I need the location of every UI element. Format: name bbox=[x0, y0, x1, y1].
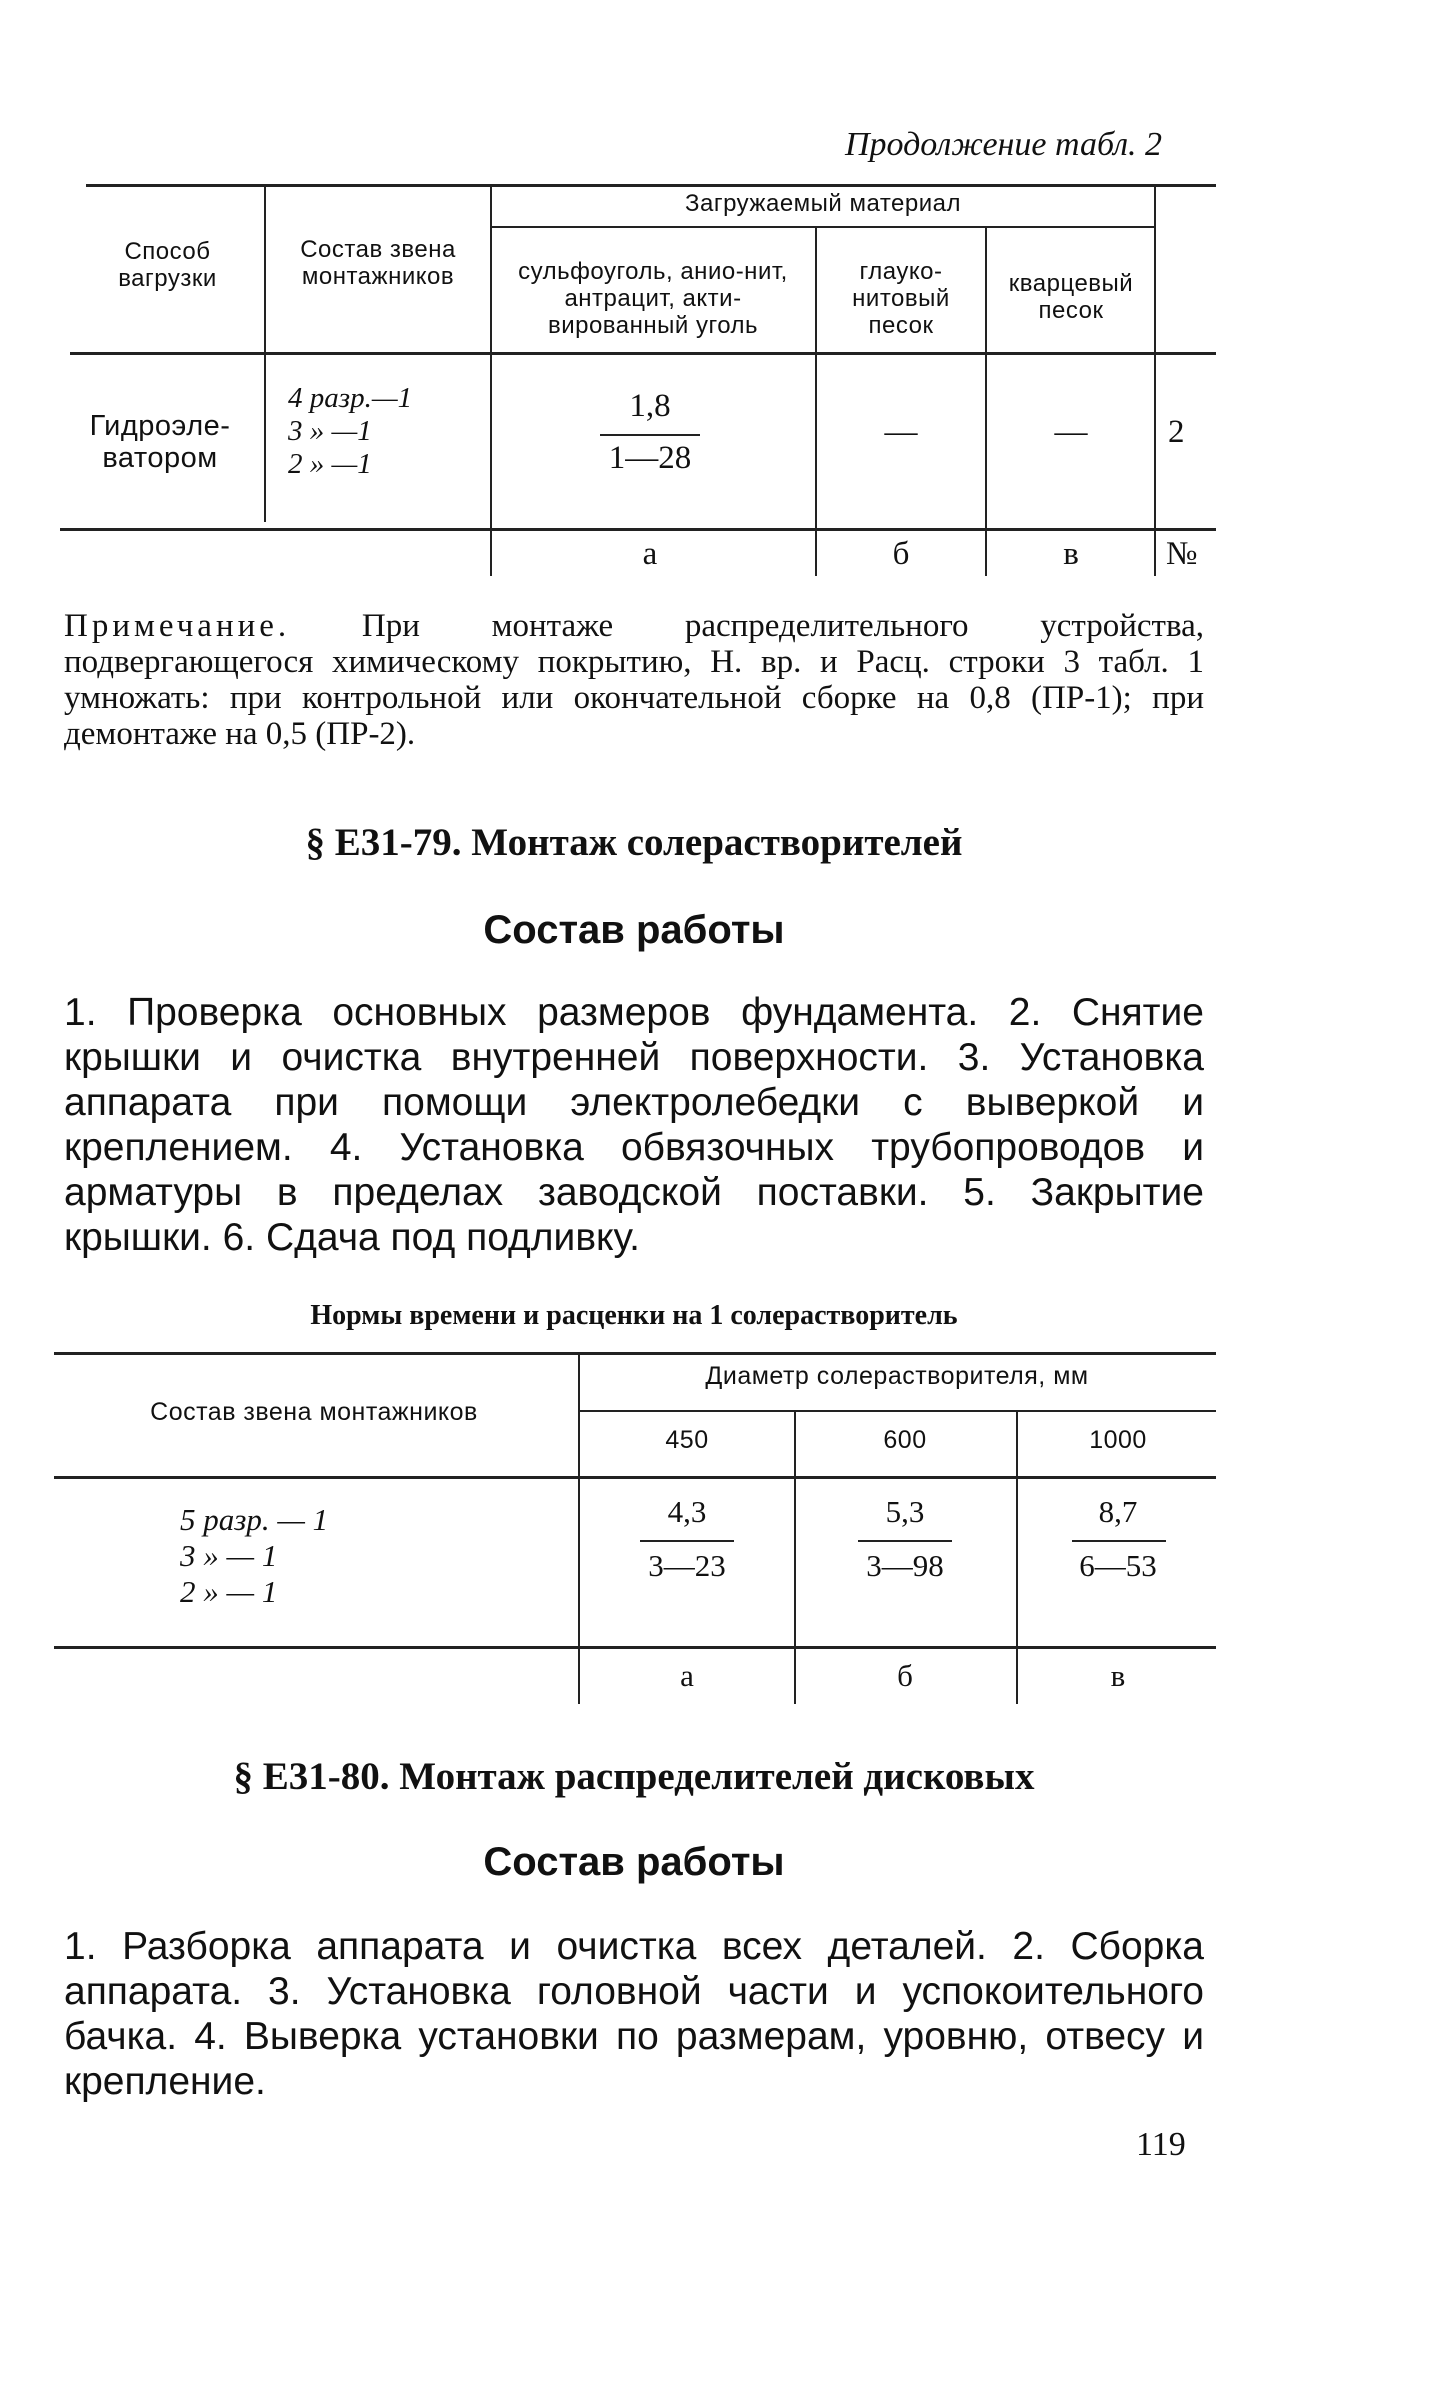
table-1-top-rule bbox=[86, 184, 1216, 187]
table-1-body-rule bbox=[60, 528, 1216, 531]
table-1-footer-b: б bbox=[892, 536, 910, 572]
fraction-bar bbox=[640, 1540, 734, 1542]
table-1-group-rule bbox=[490, 226, 1154, 228]
table-2-diameter-group-header: Диаметр солерастворителя, мм bbox=[705, 1362, 1089, 1390]
section-title: § Е31-79. Монтаж солерастворителей bbox=[305, 821, 963, 864]
table-1-crew-cell bbox=[288, 382, 412, 481]
table-1-footer-no: № bbox=[1166, 536, 1198, 572]
table-1-vline bbox=[985, 228, 987, 576]
work-composition-text: 1. Проверка основных размеров фундамента. 2. Снятие крышки и очистка внутренней поверхности. 3. Установка аппарата при помощи электролебедки с выверкой и креплением. 4. Установка обвязочных трубопроводов и арматуры в пределах заводской поставки. 5. Закрытие крышки. 6. Сдача под подливку. bbox=[64, 991, 1204, 1259]
table-1-material-b: глауко-нитовый песок bbox=[852, 258, 950, 339]
crew-line: 4 разр.—1 bbox=[288, 382, 413, 414]
table-1-vline bbox=[490, 186, 492, 576]
table-2-vline bbox=[794, 1412, 796, 1704]
table-2-rate-1000: 6—53 bbox=[1079, 1548, 1157, 1583]
table-2-norm-time-450: 4,3 bbox=[667, 1494, 707, 1529]
table-1-col-crew-header: Состав звена монтажников bbox=[300, 236, 456, 290]
table-1-method-cell: Гидроэле-ватором bbox=[89, 410, 231, 474]
section-title: § Е31-80. Монтаж распределителей дисковых bbox=[233, 1755, 1035, 1798]
table-1-vline bbox=[815, 228, 817, 576]
page-number: 119 bbox=[1136, 2126, 1186, 2163]
note-text: При монтаже распределительного устройства, подвергающегося химическому покрытию, Н. вр. и Расц. строки 3 табл. 1 умножать: при контрольной или окончательной сборке на 0,8 (ПР-1); при демонтаже на 0,5 (ПР-2). bbox=[64, 608, 1204, 752]
table-1-material-a: сульфоуголь, анио-нит, антрацит, акти-вированный уголь bbox=[518, 258, 788, 339]
crew-line: 3 » —1 bbox=[288, 415, 372, 447]
table-2-rate-600: 3—98 bbox=[866, 1548, 944, 1583]
table-1-header-rule bbox=[70, 352, 1216, 355]
table-2-norm-time-1000: 8,7 bbox=[1098, 1494, 1138, 1529]
table-2-diameter-600: 600 bbox=[883, 1426, 927, 1454]
table-2-diameter-450: 450 bbox=[665, 1426, 709, 1454]
table-note bbox=[64, 608, 1204, 752]
crew-line: 5 разр. — 1 bbox=[180, 1502, 329, 1537]
crew-line: 2 » — 1 bbox=[180, 1574, 278, 1609]
table-2-footer-b: б bbox=[897, 1658, 913, 1693]
table-2-diameter-1000: 1000 bbox=[1089, 1426, 1147, 1454]
table-2-caption: Нормы времени и расценки на 1 солерастворитель bbox=[310, 1300, 958, 1331]
table-1-vline bbox=[1154, 186, 1156, 576]
continuation-label: Продолжение табл. 2 bbox=[845, 126, 1163, 163]
table-1-dash-b: — bbox=[884, 414, 918, 450]
table-2-col-crew-header: Состав звена монтажников bbox=[150, 1398, 478, 1426]
table-2-norm-time-600: 5,3 bbox=[885, 1494, 925, 1529]
crew-line: 3 » — 1 bbox=[180, 1538, 278, 1573]
table-1-material-group-header: Загружаемый материал bbox=[684, 190, 961, 217]
table-2-footer-c: в bbox=[1110, 1658, 1126, 1693]
table-1-material-c: кварцевый песок bbox=[1008, 270, 1134, 324]
section-subtitle: Состав работы bbox=[483, 908, 785, 952]
table-2-group-rule bbox=[578, 1410, 1216, 1412]
table-1-footer-c: в bbox=[1063, 536, 1079, 572]
fraction-bar bbox=[1072, 1540, 1166, 1542]
table-2-rate-450: 3—23 bbox=[648, 1548, 726, 1583]
table-2-footer-a: а bbox=[680, 1658, 694, 1693]
table-2-vline bbox=[1016, 1412, 1018, 1704]
table-2-vline bbox=[578, 1354, 580, 1704]
table-1-rate: 1—28 bbox=[608, 440, 692, 476]
table-1-col-method-header: Способ вагрузки bbox=[118, 238, 217, 292]
table-2-top-rule bbox=[54, 1352, 1216, 1355]
table-1-row-number: 2 bbox=[1168, 414, 1185, 450]
work-composition-text: 1. Разборка аппарата и очистка всех деталей. 2. Сборка аппарата. 3. Установка головной части и успокоительного бачка. 4. Выверка установки по размерам, уровню, отвесу и крепление. bbox=[64, 1925, 1204, 2103]
table-1-norm-time: 1,8 bbox=[629, 388, 671, 424]
table-2-body-rule bbox=[54, 1646, 1216, 1649]
table-2-crew-cell bbox=[180, 1502, 328, 1610]
fraction-bar bbox=[600, 434, 700, 436]
table-2-header-rule bbox=[54, 1476, 1216, 1479]
note-label: Примечание. bbox=[64, 608, 291, 644]
table-1-dash-c: — bbox=[1054, 414, 1088, 450]
table-1-footer-a: а bbox=[642, 536, 658, 572]
fraction-bar bbox=[858, 1540, 952, 1542]
crew-line: 2 » —1 bbox=[288, 448, 372, 480]
section-subtitle: Состав работы bbox=[483, 1840, 785, 1884]
table-1-vline bbox=[264, 186, 266, 522]
